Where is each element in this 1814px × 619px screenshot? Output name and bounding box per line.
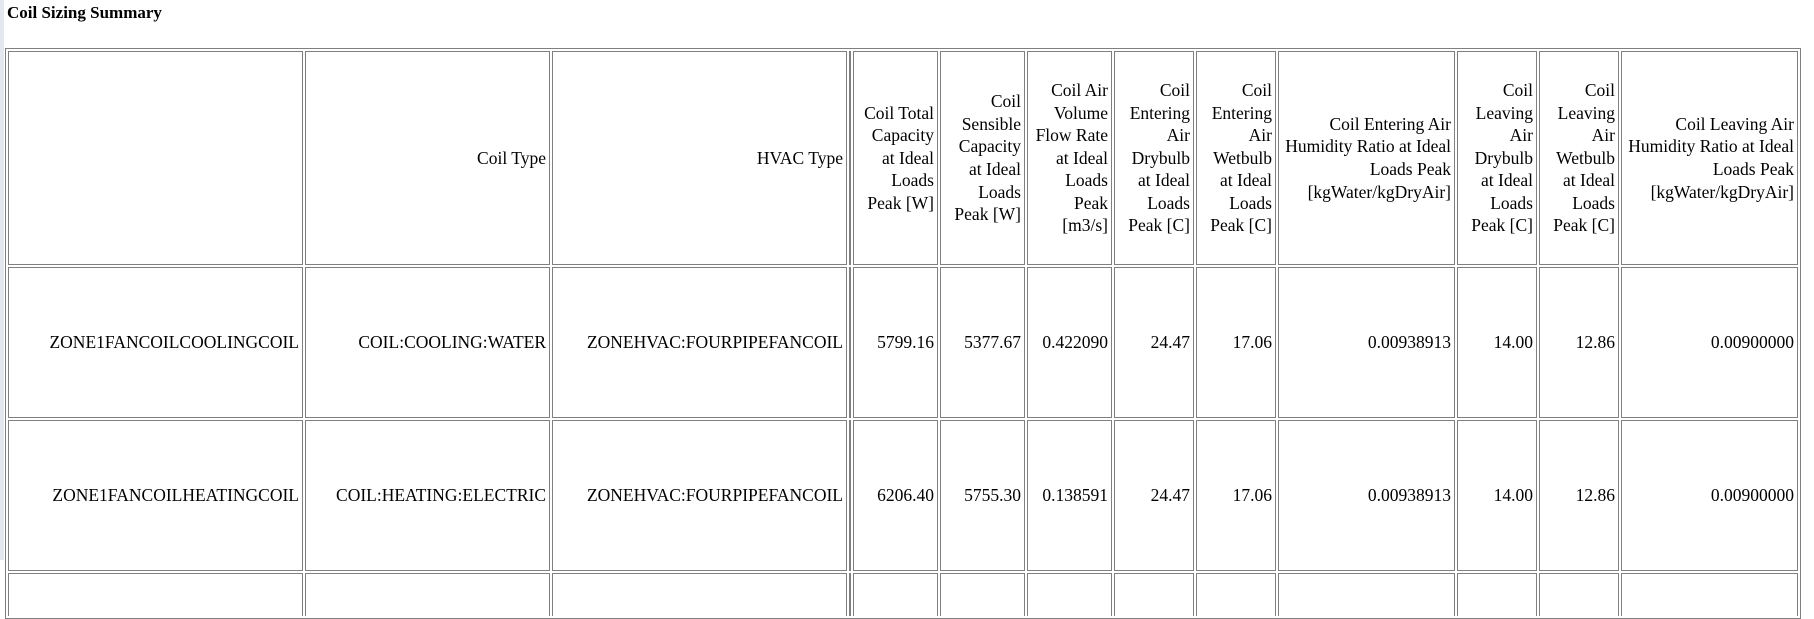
cell-empty	[849, 573, 851, 616]
cell-empty	[1278, 573, 1455, 616]
cell-leaving-humidity: 0.00900000	[1621, 267, 1798, 418]
cell-entering-wetbulb: 17.06	[1196, 267, 1276, 418]
cell-leaving-wetbulb: 12.86	[1539, 420, 1619, 571]
cell-leaving-drybulb: 14.00	[1457, 267, 1537, 418]
cell-empty	[552, 573, 847, 616]
cell-empty	[1114, 573, 1194, 616]
cell-air-volume-flow: 0.422090	[1027, 267, 1112, 418]
cell-empty	[853, 573, 938, 616]
header-total-capacity: Coil Total Capacity at Ideal Loads Peak [W]	[853, 51, 938, 265]
header-entering-humidity: Coil Entering Air Humidity Ratio at Ideal Loads Peak [kgWater/kgDryAir]	[1278, 51, 1455, 265]
header-entering-wetbulb: Coil Entering Air Wetbulb at Ideal Loads Peak [C]	[1196, 51, 1276, 265]
table-header-row	[8, 51, 1798, 265]
cell-empty	[8, 573, 303, 616]
cell-leaving-wetbulb: 12.86	[1539, 267, 1619, 418]
cell-total-capacity: 6206.40	[853, 420, 938, 571]
header-blank	[849, 51, 851, 265]
cell-hvac-type: ZONEHVAC:FOURPIPEFANCOIL	[552, 420, 847, 571]
cell-empty	[1457, 573, 1537, 616]
cell-name: ZONE1FANCOILCOOLINGCOIL	[8, 267, 303, 418]
cell-empty	[1027, 573, 1112, 616]
cell-empty	[1196, 573, 1276, 616]
table-row	[8, 267, 1798, 418]
header-leaving-drybulb: Coil Leaving Air Drybulb at Ideal Loads Peak [C]	[1457, 51, 1537, 265]
cell-air-volume-flow: 0.138591	[1027, 420, 1112, 571]
cell-entering-humidity: 0.00938913	[1278, 420, 1455, 571]
cell-entering-drybulb: 24.47	[1114, 420, 1194, 571]
cell-leaving-drybulb: 14.00	[1457, 420, 1537, 571]
cell-sensible-capacity: 5377.67	[940, 267, 1025, 418]
header-coil-type: Coil Type	[305, 51, 550, 265]
coil-sizing-table	[5, 48, 1801, 619]
header-leaving-humidity: Coil Leaving Air Humidity Ratio at Ideal Loads Peak [kgWater/kgDryAir]	[1621, 51, 1798, 265]
cell-empty	[940, 573, 1025, 616]
cell-hvac-type: ZONEHVAC:FOURPIPEFANCOIL	[552, 267, 847, 418]
cell-leaving-humidity: 0.00900000	[1621, 420, 1798, 571]
header-entering-drybulb: Coil Entering Air Drybulb at Ideal Loads Peak [C]	[1114, 51, 1194, 265]
cell-entering-humidity: 0.00938913	[1278, 267, 1455, 418]
cell-entering-drybulb: 24.47	[1114, 267, 1194, 418]
cell-blank	[849, 420, 851, 571]
header-sensible-capacity: Coil Sensible Capacity at Ideal Loads Peak [W]	[940, 51, 1025, 265]
header-hvac-type: HVAC Type	[552, 51, 847, 265]
cell-name: ZONE1FANCOILHEATINGCOIL	[8, 420, 303, 571]
page-left-edge	[0, 0, 4, 560]
table-row-cut-off	[8, 573, 1798, 616]
header-leaving-wetbulb: Coil Leaving Air Wetbulb at Ideal Loads Peak [C]	[1539, 51, 1619, 265]
cell-total-capacity: 5799.16	[853, 267, 938, 418]
cell-coil-type: COIL:COOLING:WATER	[305, 267, 550, 418]
header-name	[8, 51, 303, 265]
cell-blank	[849, 267, 851, 418]
cell-empty	[305, 573, 550, 616]
cell-empty	[1539, 573, 1619, 616]
page-title: Coil Sizing Summary	[7, 3, 162, 22]
cell-coil-type: COIL:HEATING:ELECTRIC	[305, 420, 550, 571]
cell-entering-wetbulb: 17.06	[1196, 420, 1276, 571]
cell-empty	[1621, 573, 1798, 616]
cell-sensible-capacity: 5755.30	[940, 420, 1025, 571]
table-row	[8, 420, 1798, 571]
header-air-volume-flow: Coil Air Volume Flow Rate at Ideal Loads Peak [m3/s]	[1027, 51, 1112, 265]
